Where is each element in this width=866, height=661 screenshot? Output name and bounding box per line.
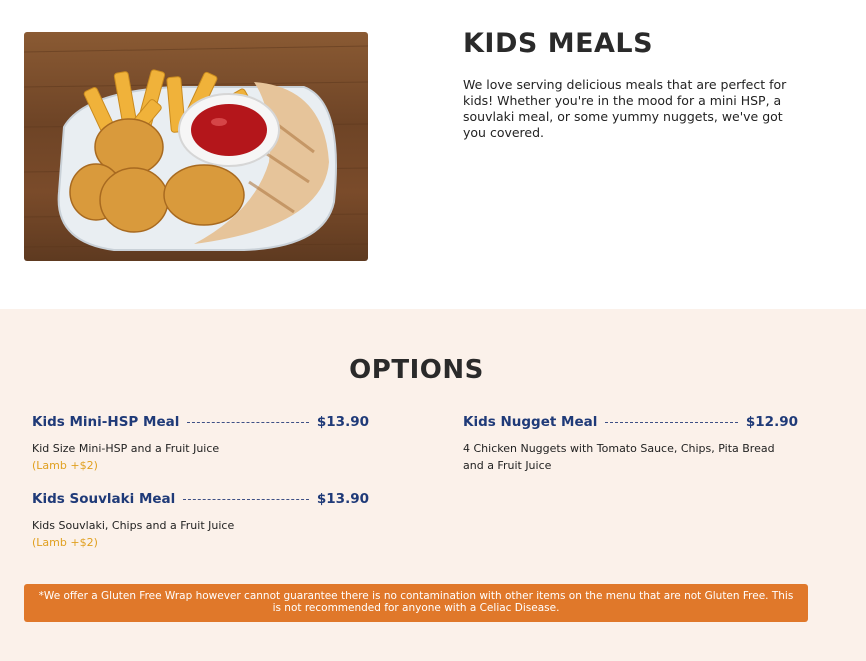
- options-title: OPTIONS: [349, 355, 484, 385]
- menu-item-kids-nugget: [463, 413, 798, 474]
- menu-item-note: (Lamb +$2): [32, 459, 98, 472]
- menu-item-description: Kids Souvlaki, Chips and a Fruit Juice: [32, 519, 235, 532]
- menu-item-price: $13.90: [316, 414, 369, 430]
- menu-item-price: $13.90: [316, 491, 369, 507]
- dotted-leader: [187, 422, 309, 423]
- menu-item-kids-mini-hsp: [32, 413, 369, 474]
- menu-item-description: 4 Chicken Nuggets with Tomato Sauce, Chips, Pita Bread and a Fruit Juice: [463, 442, 775, 472]
- dotted-leader: [605, 422, 738, 423]
- menu-item-description: Kid Size Mini-HSP and a Fruit Juice: [32, 442, 220, 455]
- menu-item-price: $12.90: [745, 414, 798, 430]
- menu-item-kids-souvlaki: [32, 490, 369, 551]
- menu-item-header: [463, 413, 798, 431]
- options-section: [0, 309, 866, 661]
- page-title: KIDS MEALS: [463, 28, 654, 59]
- gluten-free-notice: *We offer a Gluten Free Wrap however cannot guarantee there is no contamination with other items on the menu that are not Gluten Free. This is not recommended for anyone with a Celiac Disease.: [24, 584, 808, 622]
- kids-meals-hero: [0, 0, 866, 309]
- dotted-leader: [183, 499, 309, 500]
- menu-item-header: [32, 413, 369, 431]
- menu-item-name: Kids Nugget Meal: [463, 414, 598, 430]
- menu-item-header: [32, 490, 369, 508]
- kids-meal-photo: [24, 32, 368, 261]
- menu-item-name: Kids Souvlaki Meal: [32, 491, 176, 507]
- kids-meal-illustration: [24, 32, 368, 261]
- menu-item-name: Kids Mini-HSP Meal: [32, 414, 180, 430]
- page-description: We love serving delicious meals that are perfect for kids! Whether you're in the mood for a mini HSP, a souvlaki meal, or some yummy nuggets, we've got you covered.: [463, 77, 787, 140]
- menu-item-note: (Lamb +$2): [32, 536, 98, 549]
